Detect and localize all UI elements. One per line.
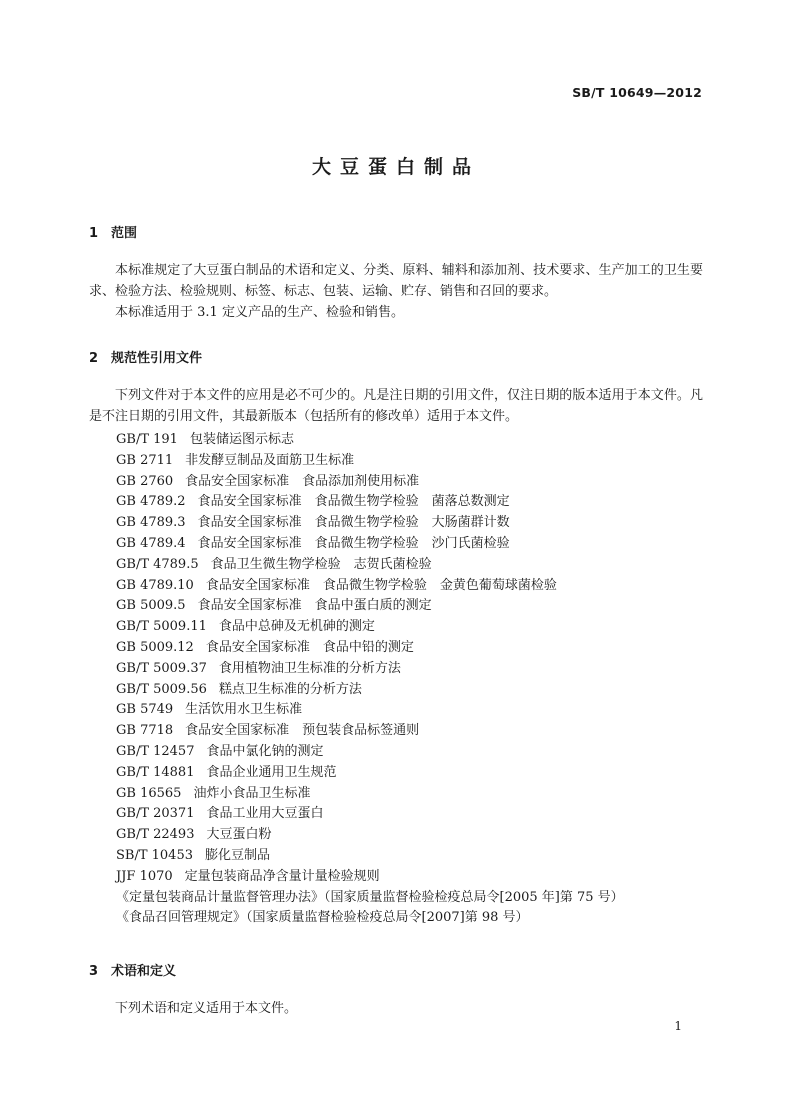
reference-title: 定量包装商品净含量计量检验规则 (184, 868, 380, 884)
reference-code: GB/T 5009.37 (116, 660, 207, 676)
section-3-heading (89, 960, 176, 979)
reference-code: GB 5009.5 (116, 598, 186, 614)
reference-code: JJF 1070 (116, 868, 173, 884)
reference-title: 食品安全国家标准 食品微生物学检验 菌落总数测定 (197, 494, 510, 510)
reference-code: GB 5749 (116, 702, 174, 718)
reference-item (116, 513, 624, 534)
reference-item (116, 825, 624, 846)
reference-item (116, 700, 624, 721)
reference-title: 食品卫生微生物学检验 志贺氏菌检验 (210, 556, 432, 572)
reference-code: GB 4789.10 (116, 577, 194, 593)
reference-title: 食品企业通用卫生规范 (206, 764, 337, 780)
refs-intro-paragraph: 下列文件对于本文件的应用是必不可少的。凡是注日期的引用文件，仅注日期的版本适用于本文件。凡是不注日期的引用文件，其最新版本（包括所有的修改单）适用于本文件。 (89, 388, 703, 424)
reference-list (116, 430, 624, 929)
reference-title: 食品中氯化钠的测定 (206, 743, 324, 759)
reference-title: 食品工业用大豆蛋白 (206, 806, 324, 822)
reference-code: GB 4789.2 (116, 494, 186, 510)
reference-item (116, 492, 624, 513)
reference-item (116, 742, 624, 763)
section-title: 范围 (111, 226, 138, 241)
reference-item (116, 680, 624, 701)
reference-code: GB/T 22493 (116, 827, 195, 843)
section-number: 2 (89, 351, 99, 366)
reference-item (116, 617, 624, 638)
reference-item (116, 908, 624, 929)
reference-item (116, 763, 624, 784)
section-number: 1 (89, 226, 99, 241)
reference-title: 糕点卫生标准的分析方法 (218, 681, 362, 697)
reference-code: GB/T 20371 (116, 806, 195, 822)
reference-item (116, 721, 624, 742)
reference-item (116, 451, 624, 472)
reference-item (116, 784, 624, 805)
section-number: 3 (89, 964, 99, 979)
reference-title: 食品中总砷及无机砷的测定 (218, 619, 375, 635)
reference-code: GB/T 191 (116, 432, 178, 447)
section-title: 规范性引用文件 (111, 351, 203, 366)
reference-code: GB 2760 (116, 473, 174, 489)
scope-paragraph-2: 本标准适用于 3.1 定义产品的生产、检验和销售。 (115, 305, 404, 320)
reference-item (116, 638, 624, 659)
reference-title: 食用植物油卫生标准的分析方法 (218, 660, 401, 676)
reference-title: 食品安全国家标准 预包装食品标签通则 (185, 723, 420, 739)
section-2-heading (89, 347, 202, 366)
reference-title: 食品安全国家标准 食品微生物学检验 沙门氏菌检验 (197, 535, 510, 551)
reference-item (116, 804, 624, 825)
standard-code: SB/T 10649—2012 (572, 85, 702, 100)
reference-title: 食品安全国家标准 食品中铅的测定 (205, 639, 414, 655)
reference-title: 大豆蛋白粉 (206, 827, 272, 843)
reference-item (116, 659, 624, 680)
scope-paragraph-1: 本标准规定了大豆蛋白制品的术语和定义、分类、原料、辅料和添加剂、技术要求、生产加工的卫生要求、检验方法、检验规则、标签、标志、包装、运输、贮存、销售和召回的要求。 (89, 263, 703, 299)
reference-item (116, 472, 624, 493)
reference-item (116, 534, 624, 555)
reference-item (116, 555, 624, 576)
reference-code: GB 4789.4 (116, 535, 186, 551)
page-number: 1 (674, 1019, 682, 1033)
reference-code: GB 7718 (116, 723, 174, 739)
reference-code: GB/T 4789.5 (116, 556, 199, 572)
reference-code: SB/T 10453 (116, 847, 193, 863)
section-1-heading (89, 222, 137, 241)
reference-code: GB/T 12457 (116, 743, 195, 759)
reference-code: GB 2711 (116, 452, 174, 468)
reference-title: 《定量包装商品计量监督管理办法》（国家质量监督检验检疫总局令[2005 年]第 75 号） (116, 889, 624, 905)
reference-title: 食品安全国家标准 食品添加剂使用标准 (185, 473, 420, 489)
reference-code: GB 5009.12 (116, 639, 194, 655)
reference-code: GB/T 14881 (116, 764, 195, 780)
reference-code: GB 4789.3 (116, 515, 186, 531)
reference-title: 食品安全国家标准 食品微生物学检验 大肠菌群计数 (197, 515, 510, 531)
document-title: 大豆蛋白制品 (311, 156, 480, 178)
reference-item (116, 576, 624, 597)
reference-item (116, 596, 624, 617)
reference-title: 包装储运图示标志 (189, 432, 294, 447)
reference-title: 食品安全国家标准 食品中蛋白质的测定 (197, 598, 432, 614)
reference-item (116, 846, 624, 867)
reference-title: 食品安全国家标准 食品微生物学检验 金黄色葡萄球菌检验 (205, 577, 557, 593)
reference-code: GB 16565 (116, 785, 182, 801)
reference-title: 《食品召回管理规定》（国家质量监督检验检疫总局令[2007]第 98 号） (116, 910, 529, 926)
reference-item (116, 888, 624, 909)
reference-code: GB/T 5009.11 (116, 619, 207, 635)
reference-title: 膨化豆制品 (205, 847, 271, 863)
reference-item (116, 430, 624, 451)
reference-code: GB/T 5009.56 (116, 681, 207, 697)
terms-intro-paragraph: 下列术语和定义适用于本文件。 (115, 1001, 298, 1016)
reference-item (116, 867, 624, 888)
section-title: 术语和定义 (111, 964, 177, 979)
reference-title: 非发酵豆制品及面筋卫生标准 (185, 452, 355, 468)
reference-title: 油炸小食品卫生标准 (193, 785, 311, 801)
reference-title: 生活饮用水卫生标准 (185, 702, 303, 718)
